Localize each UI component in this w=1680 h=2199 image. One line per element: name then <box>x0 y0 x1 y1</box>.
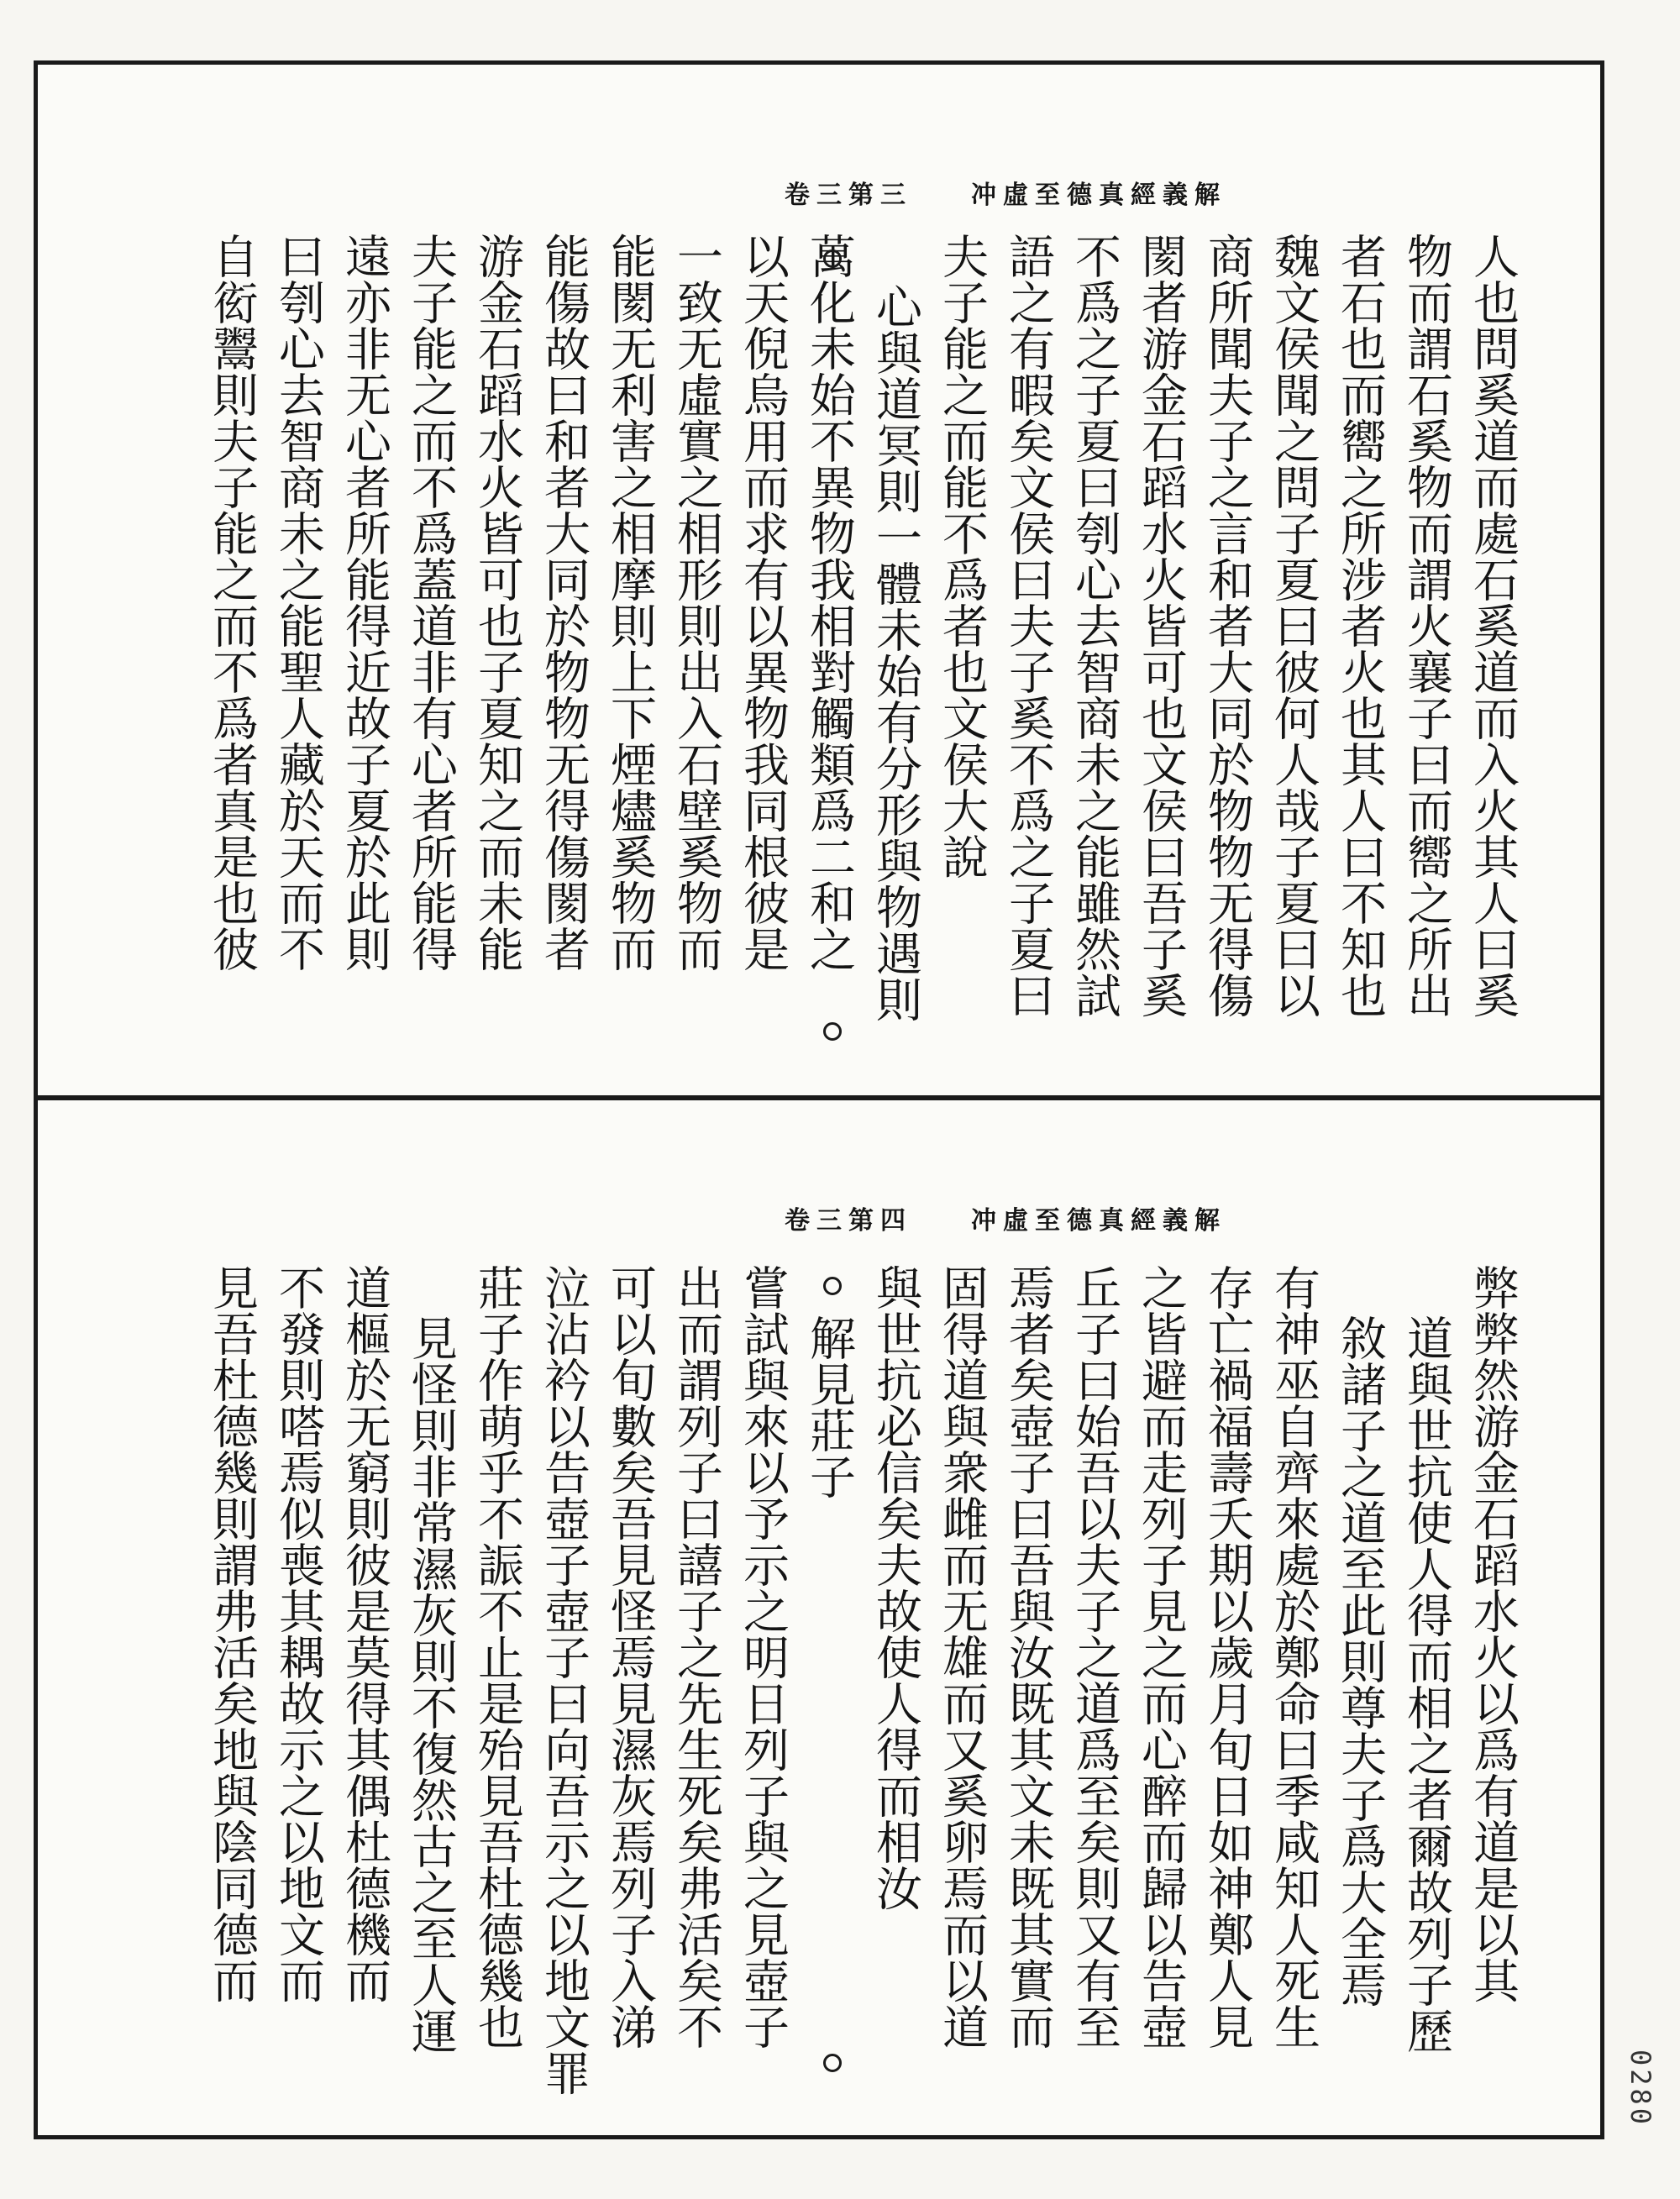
text-column: 焉者矣壺子曰吾與汝既其文未既其實而 <box>1001 1264 1055 2049</box>
book-title: 冲虛至德真經義解 <box>971 181 1226 210</box>
text-block <box>92 233 1520 1073</box>
volume-label: 卷三第三 <box>785 181 912 210</box>
section-circle-mark <box>823 249 842 268</box>
text-column: 弊弊然游金石蹈水火以爲有道是以其 <box>1466 1264 1520 2003</box>
commentary-column: 敘諸子之道至此則尊夫子爲大全焉 <box>1333 1315 1387 2007</box>
commentary-column: 道樞於无窮則彼是莫得其偶杜德機而 <box>338 1264 391 2003</box>
book-title: 冲虛至德真經義解 <box>971 1206 1226 1236</box>
commentary-column: 心與道冥則一體未始有分形與物遇則 <box>869 283 922 1022</box>
top-panel <box>38 65 1600 1095</box>
commentary-column: 游金石蹈水火皆可也子夏知之而未能 <box>470 233 524 972</box>
commentary-column: 見怪則非常濕灰則不復然古之至人運 <box>404 1315 458 2054</box>
text-column: 可以旬數矣吾見怪焉見濕灰焉列子入涕 <box>603 1264 657 2049</box>
text-column: 夫子能之而能不爲者也文侯大說 <box>935 233 989 879</box>
commentary-column: 不發則嗒焉似喪其耦故示之以地文而 <box>271 1264 325 2003</box>
text-column: 魏文侯聞之問子夏曰彼何人哉子夏曰以 <box>1267 233 1320 1018</box>
page-number: 0280 <box>1625 2049 1656 2128</box>
commentary-column: 能傷故曰和者大同於物物无得傷閡者 <box>537 233 591 972</box>
text-column: 嘗試與來以予示之明日列子與之見壺子 <box>736 1264 790 2049</box>
commentary-column: 道與世抗使人得而相之者爾故列子歷 <box>1399 1315 1453 2054</box>
bottom-panel <box>38 1100 1600 2135</box>
section-circle-mark <box>823 1022 842 1041</box>
text-column: 語之有暇矣文侯曰夫子奚不爲之子夏曰 <box>1001 233 1055 1018</box>
text-column: 泣沾衿以告壺子壺子曰向吾示之以地文罪 <box>537 1264 591 2096</box>
commentary-column: 夫子能之而不爲蓋道非有心者所能得 <box>404 233 458 972</box>
commentary-column: 解見莊子 <box>802 1315 856 1499</box>
commentary-column: 曰刳心去智商未之能聖人藏於天而不 <box>271 233 325 972</box>
commentary-column: 能閡无利害之相摩則上下煙燼奚物而 <box>603 233 657 972</box>
section-circle-mark <box>823 2054 842 2072</box>
commentary-column: 以天倪烏用而求有以異物我同根彼是 <box>736 233 790 972</box>
running-head <box>785 174 1226 211</box>
text-column: 出而謂列子曰譆子之先生死矣弗活矣不 <box>669 1264 723 2049</box>
commentary-column: 遠亦非无心者所能得近故子夏於此則 <box>338 233 391 972</box>
section-circle-mark <box>823 1277 842 1295</box>
text-column: 者石也而嚮之所涉者火也其人曰不知也 <box>1333 233 1387 1018</box>
volume-label: 卷三第四 <box>785 1206 912 1236</box>
commentary-column: 萬化未始不異物我相對觸類爲二和之 <box>802 233 856 972</box>
text-column: 與世抗必信矣夫故使人得而相汝 <box>869 1264 922 1911</box>
text-column: 有神巫自齊來處於鄭命曰季咸知人死生 <box>1267 1264 1320 2049</box>
commentary-column: 自衒鬻則夫子能之而不爲者真是也彼 <box>205 233 259 972</box>
text-column: 固得道與衆雌而无雄而又奚卵焉而以道 <box>935 1264 989 2049</box>
text-column: 存亡禍福壽夭期以歲月旬日如神鄭人見 <box>1200 1264 1254 2049</box>
text-column: 之皆避而走列子見之而心醉而歸以告壺 <box>1134 1264 1188 2049</box>
commentary-column: 見吾杜德幾則謂弗活矣地與陰同德而 <box>205 1264 259 2003</box>
text-column: 物而謂石奚物而謂火襄子曰而嚮之所出 <box>1399 233 1453 1018</box>
text-column: 丘子曰始吾以夫子之道爲至矣則又有至 <box>1068 1264 1121 2049</box>
running-head <box>785 1199 1226 1236</box>
text-column: 商所聞夫子之言和者大同於物物无得傷 <box>1200 233 1254 1018</box>
text-block <box>92 1264 1520 2104</box>
text-column: 不爲之子夏曰刳心去智商未之能雖然試 <box>1068 233 1121 1018</box>
text-column: 閡者游金石蹈水火皆可也文侯曰吾子奚 <box>1134 233 1188 1018</box>
text-column: 莊子作萌乎不誫不止是殆見吾杜德幾也 <box>470 1264 524 2049</box>
commentary-column: 一致无虛實之相形則出入石壁奚物而 <box>669 233 723 972</box>
text-column: 人也問奚道而處石奚道而入火其人曰奚 <box>1466 233 1520 1018</box>
